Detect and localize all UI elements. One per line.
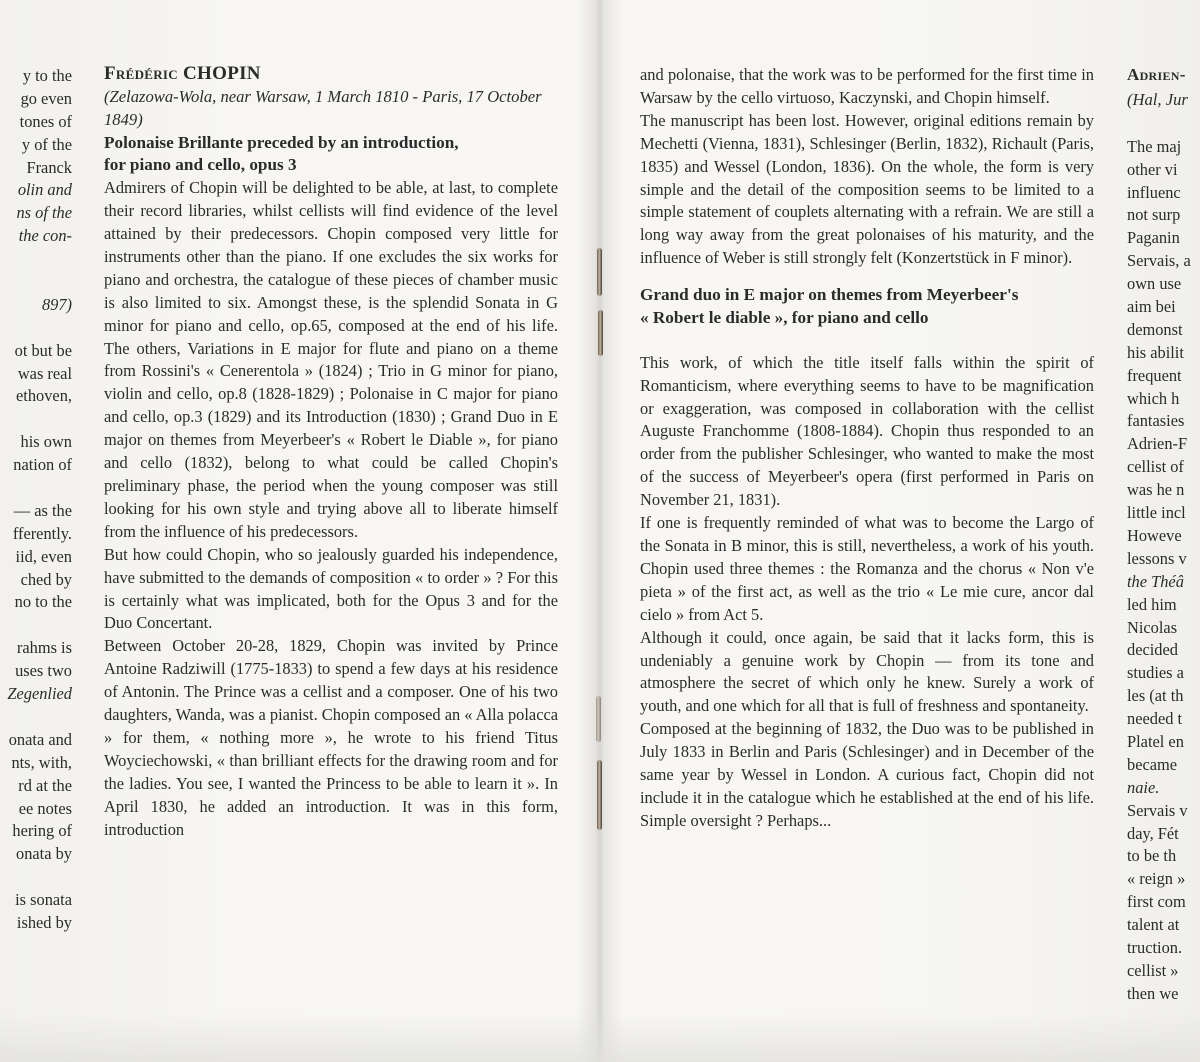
fragment-line: Servais, a [1127, 251, 1191, 271]
paragraph: Between October 20-28, 1829, Chopin was invited by Prince Antoine Radziwill (1775-1833) to spend a few days at his residence of Antonin. The Prince was a cellist and a composer. One of his two daughters, Wanda, was a pianist. Chopin composed an « Alla polacca » for them, « nothing more », he wrote to his friend Titus Woyciechowski, « than brilliant effects for the drawing room and for the ladies. You see, I wanted the Princess to be able to learn it ». In April 1830, he added an introduction. It was in this form, introduction [104, 636, 559, 839]
composer-last-name: CHOPIN [183, 63, 261, 84]
left-column [104, 62, 558, 841]
fragment-line: y of the [21, 134, 72, 154]
fragment-line: lessons v [1127, 548, 1187, 568]
fragment-line: ished by [16, 912, 72, 932]
left-page-fragment [0, 65, 72, 935]
fragment-line: ee notes [18, 798, 72, 818]
paragraph: Although it could, once again, be said that it lacks form, this is undeniably a genuine work by Chopin — from its tone and atmosphere the secret of which only he knew. Surely a work of youth, and one which for all that is full of freshness and spontaneity. [640, 627, 1094, 716]
fragment-line: ched by [20, 569, 72, 589]
fragment-line: his own [20, 432, 72, 452]
section-heading-grand-duo: Grand duo in E major on themes from Meyerbeer's « Robert le diable », for piano and cello [640, 285, 1019, 327]
fragment-line: demonst [1127, 319, 1183, 339]
fragment-line [0, 317, 72, 340]
right-column [640, 64, 1094, 833]
paragraph: If one is frequently reminded of what was to become the Largo of the Sonata in B minor, this is still, nevertheless, a work of his youth. Chopin used three themes : the Romanza and the chorus « Non v'e pieta » of the first act, as well as the trio « Le mie cure, ancor dal cielo » from Act 5. [640, 513, 1094, 624]
fragment-line: Nicolas [1127, 617, 1178, 637]
fragment-line: fantasies [1127, 411, 1185, 431]
fragment-line: uses two [15, 661, 72, 681]
page-shadow [0, 1012, 1200, 1062]
fragment-line: his abilit [1127, 342, 1184, 362]
fragment-line: naie. [1127, 777, 1160, 797]
fragment-line: the con- [18, 226, 72, 246]
fragment-line: is sonata [15, 890, 72, 910]
fragment-line: les (at th [1127, 686, 1184, 706]
fragment-line: first com [1127, 892, 1186, 912]
fragment-line: ns of the [16, 203, 72, 223]
fragment-line: then we [1127, 983, 1179, 1003]
fragment-line: « reign » [1127, 869, 1186, 889]
paragraph: This work, of which the title itself falls within the spirit of Romanticism, where everything seems to have to be magnification or exaggeration, was composed in collaboration with the cellist Auguste Franchomme (1808-1884). Chopin thus responded to an order from the publisher Schlesinger, who wanted to make the most of the success of Meyerbeer's opera (first performed in Paris on November 21, 1831). [640, 352, 1094, 510]
fragment-line: Platel en [1127, 731, 1184, 751]
fragment-line: — as the [13, 500, 72, 520]
fragment-line: the Théâ [1127, 571, 1184, 591]
fragment-line: ot but be [14, 340, 72, 360]
fragment-line: to be th [1127, 846, 1177, 866]
composer-name [104, 62, 558, 86]
fragment-line: talent at [1127, 915, 1180, 935]
fragment-line: other vi [1127, 159, 1178, 179]
fragment-line: not surp [1127, 205, 1181, 225]
fragment-line: frequent [1127, 365, 1182, 385]
fragment-line: onata by [16, 844, 72, 864]
composer-first-name: Frédéric [104, 63, 178, 84]
fragment-line: cellist of [1127, 457, 1184, 477]
paragraph: But how could Chopin, who so jealously guarded his independence, have submitted to the demands of composition « to order » ? For this is certainly what was implicated, both for the Opus 3 and for the Duo Concertant. [104, 544, 558, 633]
fragment-line: decided [1127, 640, 1178, 660]
fragment-line: influenc [1127, 182, 1181, 202]
fragment-line: fferently. [12, 523, 72, 543]
fragment-line [0, 706, 72, 729]
fragment-line: y to the [22, 66, 72, 85]
fragment-line: nts, with, [11, 752, 72, 772]
fragment-line: hering of [12, 821, 72, 841]
fragment-line: ethoven, [16, 386, 72, 406]
fragment-line: Adrien-F [1127, 434, 1188, 454]
fragment-line: rd at the [18, 775, 72, 795]
fragment-line: rahms is [16, 638, 72, 658]
fragment-line: cellist » [1127, 960, 1179, 980]
fragment-line: Zegenlied [7, 684, 72, 704]
fragment-line: Howeve [1127, 525, 1182, 545]
fragment-line: Servais v [1127, 800, 1188, 820]
fragment-line: truction. [1127, 937, 1183, 957]
fragment-line: studies a [1127, 663, 1184, 683]
fragment-line: which h [1127, 388, 1180, 408]
fragment-line: became [1127, 754, 1178, 774]
fragment-line: needed t [1127, 709, 1183, 729]
fragment-line: onata and [8, 729, 72, 749]
fragment-line: was he n [1127, 480, 1185, 500]
fragment-line: nation of [13, 455, 72, 475]
fragment-line: little incl [1127, 503, 1186, 523]
fragment-line: olin and [17, 180, 72, 200]
fragment-line: tones of [19, 111, 72, 131]
next-composer-name: Adrien- [1127, 65, 1186, 84]
fragment-line: Franck [26, 157, 72, 177]
paragraph: Composed at the beginning of 1832, the Duo was to be published in July 1833 in Berlin and Paris (Schlesinger) and in December of the same year by Wessel in London. A curious fact, Chopin did not include it in the catalogue which he established at the end of his life. Simple oversight ? Perhaps... [640, 719, 1094, 830]
section-heading-polonaise: Polonaise Brillante preceded by an introduction, for piano and cello, opus 3 [104, 132, 459, 175]
fragment-line [0, 866, 72, 889]
right-page-fragment [1127, 63, 1200, 1006]
fragment-line [0, 271, 72, 294]
fragment-line: no to the [14, 592, 72, 612]
paragraph: The manuscript has been lost. However, original editions remain by Mechetti (Vienna, 1831), Schlesinger (Berlin, 1832), Richault (Paris, 1835) and Wessel (London, 1836). On the whole, the form is very simple and the detail of the composition seems to be limited to a simple statement of couplets alternating with a refrain. We are still a long way away from the great polonaises of his maturity, and the influence of Weber is still strongly felt (Konzertstück in F minor). [640, 110, 1094, 268]
fragment-line: 897) [41, 294, 72, 314]
paragraph: and polonaise, that the work was to be performed for the first time in Warsaw by the cello virtuoso, Kaczynski, and Chopin himself. [640, 65, 1094, 107]
fragment-line [0, 408, 72, 431]
fragment-line: was real [17, 363, 72, 383]
fragment-line: The maj [1127, 136, 1182, 156]
fragment-line [0, 614, 72, 637]
fragment-line [0, 248, 72, 271]
composer-dates: (Zelazowa-Wola, near Warsaw, 1 March 1810 - Paris, 17 October 1849) [104, 87, 542, 129]
fragment-line: Paganin [1127, 228, 1180, 248]
fragment-line: day, Fét [1127, 823, 1179, 843]
fragment-line: led him [1127, 594, 1177, 614]
paragraph: Admirers of Chopin will be delighted to be able, at last, to complete their record libraries, whilst cellists will find evidence of the level attained by their predecessors. Chopin composed very little for instruments other than the piano. If one excludes the six works for piano and orchestra, the catalogue of these pieces of chamber music is also limited to six. Amongst these, is the splendid Sonata in G minor for piano and cello, op.65, composed at the end of his life. The others, Variations in E major for flute and piano on a theme from Rossini's « Cenerentola » (1824) ; Trio in G minor for piano, violin and cello, op.8 (1828-1829) ; Polonaise in C major for piano and cello, op.3 (1829) and its Introduction (1830) ; Grand Duo in E major on themes from Meyerbeer's « Robert le Diable », for piano and cello (1832), belong to what could be called Chopin's preliminary phase, the period when the young composer was still looking for his own style and trying above all to liberate himself from the influence of his predecessors. [104, 178, 558, 541]
fragment-line: aim bei [1127, 297, 1176, 317]
fragment-line: go even [20, 88, 72, 108]
fragment-line: own use [1127, 274, 1182, 294]
fragment-line: iid, even [15, 546, 72, 566]
next-composer-dates: (Hal, Jur [1127, 90, 1188, 109]
fragment-line [0, 477, 72, 500]
